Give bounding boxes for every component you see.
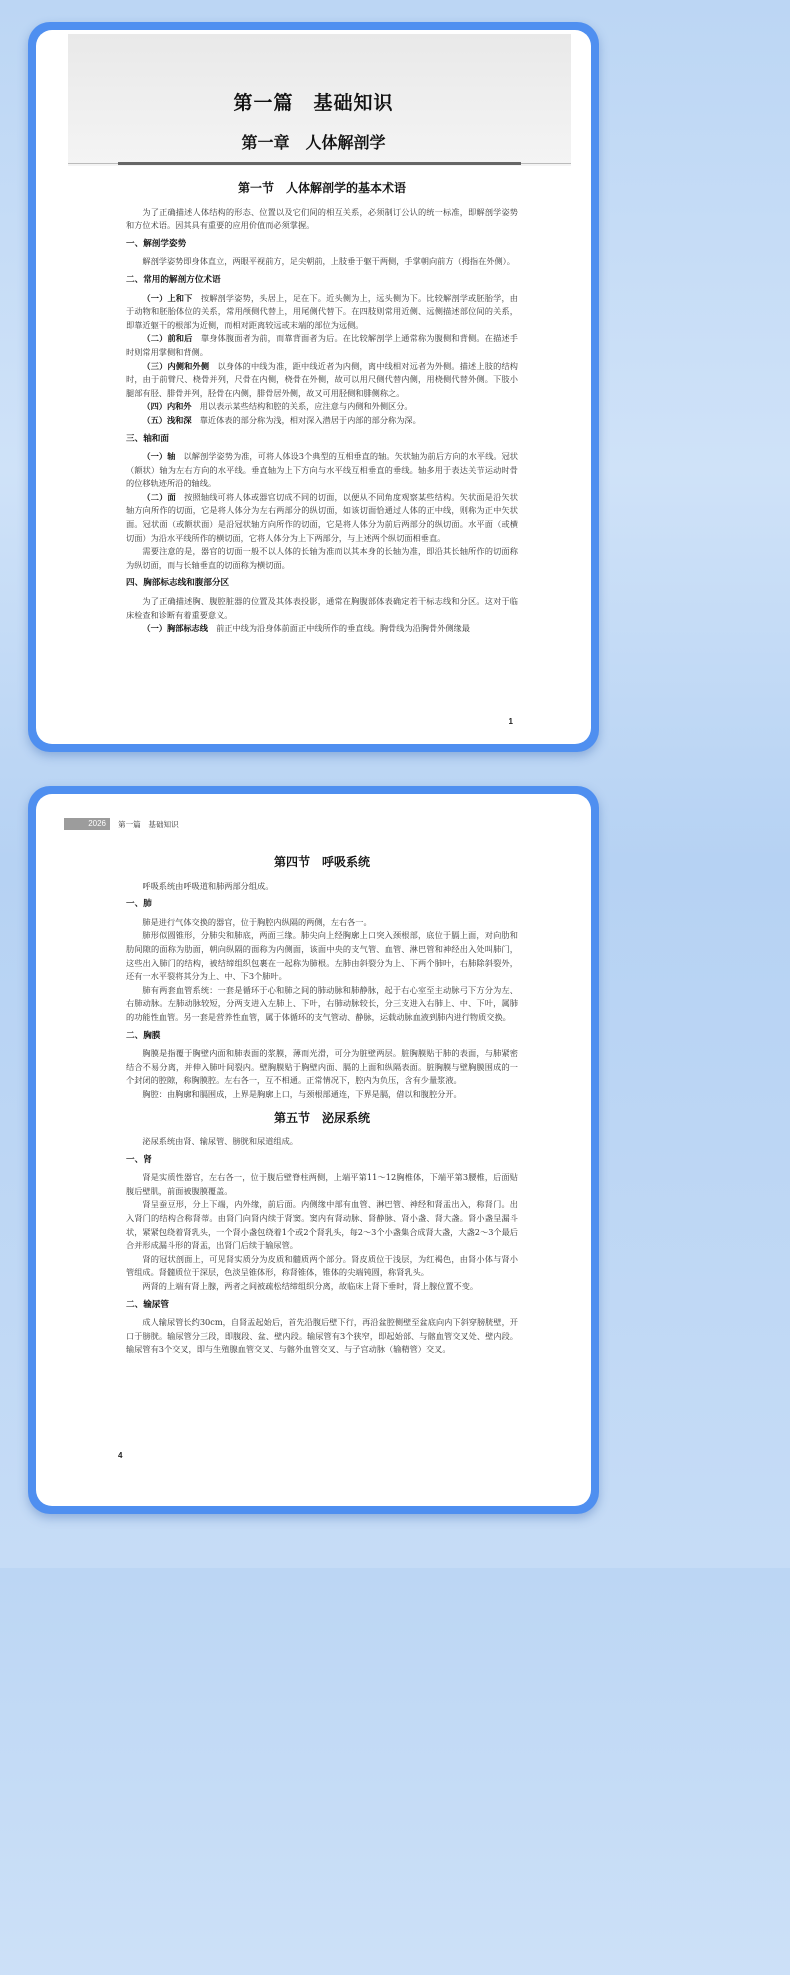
paragraph-text: 以身体的中线为准，距中线近者为内侧，离中线相对远者为外侧。描述上肢的结构时，由于前臂尺、桡骨并列，尺骨在内侧，桡骨在外侧，故可以用尺侧代替内侧，用桡侧代替外侧。下肢小腿部有胫、腓骨并列，胫骨在内侧，腓骨居外侧，故又可用胫侧和腓侧称之。: [126, 360, 518, 398]
page-1-blocks: [126, 206, 518, 636]
paragraph-text: 肾是实质性器官，左右各一，位于腹后壁脊柱两侧，上端平第11～12胸椎体，下端平第3腰椎，后面贴腹后壁肌，前面被腹膜覆盖。: [126, 1172, 518, 1196]
section-title-respiratory: 第四节 呼吸系统: [273, 855, 370, 869]
paragraph-lead: （三）内侧和外侧: [142, 360, 210, 371]
paragraph-text: 胸膜是指覆于胸壁内面和肺表面的浆膜，薄而光滑，可分为脏壁两层。脏胸膜贴于肺的表面，与肺紧密结合不易分离，并伸入肺叶间裂内。壁胸膜贴于胸壁内面、膈的上面和纵隔表面。脏胸膜与壁胸膜围成的一个封闭的腔隙，称胸膜腔。左右各一，互不相通。正常情况下，腔内为负压，含有少量浆液。: [126, 1048, 518, 1086]
divider-right: [521, 163, 571, 164]
paragraph: [126, 414, 518, 428]
paragraph: [126, 1171, 518, 1198]
document-page-4: [36, 794, 591, 1506]
paragraph: [126, 255, 518, 269]
paragraph: [126, 491, 518, 545]
paragraph-text: 胸腔：由胸廓和膈围成，上界是胸廓上口，与颈根部通连，下界是膈，借以和腹腔分开。: [142, 1088, 462, 1099]
paragraph-text: 靠近体表的部分称为浅，相对深入潜居于内部的部分称为深。: [191, 414, 421, 425]
paragraph: [126, 595, 518, 622]
running-title: 第一篇 基础知识: [118, 819, 179, 829]
subheading: 一、解剖学姿势: [126, 238, 187, 249]
paragraph-text: 解剖学姿势即身体直立，两眼平视前方，足尖朝前，上肢垂于躯干两侧，手掌朝向前方（拇指在外侧）。: [142, 256, 515, 267]
section-title: 第一节 人体解剖学的基本术语: [237, 181, 406, 195]
page-frame-1: [28, 22, 599, 752]
paragraph-text: 肾的冠状剖面上，可见肾实质分为皮质和髓质两个部分。肾皮质位于浅层，为红褐色，由肾小体与肾小管组成。肾髓质位于深层，色淡呈锥体形，称肾锥体，锥体的尖端钝圆，称肾乳头。: [126, 1253, 518, 1278]
paragraph-text: 肺有两套血管系统：一套是循环于心和肺之间的肺动脉和肺静脉，起于右心室至主动脉弓下方分为左、右肺动脉。左肺动脉较短，分两支进入左肺上、下叶，右肺动脉较长，分三支进入右肺上、中、下叶，属肺的功能性血管。另一套是营养性血管，属于体循环的支气管动、静脉，运载动脉血液到肺内进行物质交换。: [126, 984, 518, 1022]
paragraph-text: 需要注意的是，器官的切面一般不以人体的长轴为准而以其本身的长轴为准，即沿其长轴所作的切面称为纵切面，而与长轴垂直的切面称为横切面。: [126, 546, 518, 570]
paragraph-text: 肺形似圆锥形，分肺尖和肺底，两面三缘。肺尖向上经胸廓上口突入颈根部，底位于膈上面，对向肋和肋间隙的面称为肋面，朝向纵隔的面称为内侧面，该面中央的支气管、血管、淋巴管和神经出入处叫肺门，这些出入肺门的结构，被结缔组织包裹在一起称为肺根。左肺由斜裂分为上、下两个肺叶，右肺除斜裂外，还有一水平裂将其分为上、中、下3个肺叶。: [126, 930, 518, 982]
paragraph: [126, 929, 518, 983]
page-number: 1: [508, 717, 513, 726]
paragraph: [126, 1316, 518, 1357]
paragraph: [126, 360, 518, 401]
chapter-title: 第一章 人体解剖学: [241, 133, 386, 152]
page-4-content: [126, 852, 518, 1357]
paragraph: [126, 622, 518, 636]
subheading: 二、常用的解剖方位术语: [126, 274, 221, 285]
paragraph: [126, 1198, 518, 1252]
page-number: 4: [118, 1451, 123, 1460]
paragraph: [126, 450, 518, 491]
subheading: 一、肺: [126, 899, 152, 910]
paragraph: [126, 1280, 518, 1294]
paragraph: [126, 206, 518, 233]
page-1-content: [126, 178, 518, 636]
paragraph-text: 用以表示某些结构和腔的关系，应注意与内侧和外侧区分。: [191, 401, 413, 412]
paragraph-text: 以解剖学姿势为准，可将人体设3个典型的互相垂直的轴。矢状轴为前后方向的水平线。冠状（额状）轴为左右方向的水平线。垂直轴为上下方向与水平线互相垂直的垂线。轴多用于表达关节运动时骨的位移轨迹所沿的轴线。: [126, 451, 518, 489]
paragraph-text: 前正中线为沿身体前面正中线所作的垂直线。胸骨线为沿胸骨外侧缘最: [207, 623, 470, 634]
section-title-urinary: 第五节 泌尿系统: [273, 1110, 370, 1125]
subheading: 二、输尿管: [126, 1299, 169, 1310]
urinary-blocks: [126, 1135, 518, 1357]
paragraph: [126, 400, 518, 414]
paragraph: [126, 1135, 518, 1149]
paragraph-text: 按解剖学姿势，头居上，足在下。近头侧为上，远头侧为下。比较解剖学或胚胎学，由于动物和胚胎体位的关系，常用颅侧代替上，用尾侧代替下。在四肢则常用近侧、远侧描述部位间的关系，即靠近躯干的根部为近侧，而相对距离较远或末端的部位为远侧。: [126, 292, 518, 330]
paragraph-text: 肺是进行气体交换的器官，位于胸腔内纵隔的两侧，左右各一。: [142, 916, 372, 927]
paragraph-text: 靠身体腹面者为前，而靠背面者为后。在比较解剖学上通常称为腹侧和背侧。在描述手时则常用掌侧和背侧。: [126, 333, 518, 357]
running-year: 2026: [64, 818, 110, 830]
page-frame-2: [28, 786, 599, 1514]
paragraph: [126, 332, 518, 359]
paragraph-lead: （二）前和后: [142, 333, 193, 344]
paragraph-lead: （四）内和外: [142, 401, 192, 412]
paragraph-lead: （五）浅和深: [142, 414, 192, 425]
paragraph: [126, 1047, 518, 1088]
divider-left: [68, 163, 118, 164]
paragraph: [126, 984, 518, 1025]
paragraph-text: 肾呈蚕豆形，分上下端，内外缘，前后面。内侧缘中部有血管、淋巴管、神经和肾盂出入，称肾门。出入肾门的结构合称肾蒂。由肾门向肾内续于肾窦。窦内有肾动脉、肾静脉、肾小盏、肾大盏。肾小盏呈漏斗状，紧紧包绕着肾乳头，一个肾小盏包绕着1个或2个肾乳头，每2～3个小盏集合成肾大盏，大盏2～3个最后合并形成漏斗形的肾盂，出肾门后续于输尿管。: [126, 1199, 518, 1251]
running-header: [64, 817, 179, 831]
paragraph-text: 两肾的上端有肾上腺，两者之间被疏松结缔组织分离，故临床上肾下垂时，肾上腺位置不变。: [142, 1281, 479, 1292]
paragraph: [126, 545, 518, 572]
paragraph-lead: （一）胸部标志线: [142, 623, 208, 634]
subheading: 三、轴和面: [126, 433, 169, 444]
paragraph-text: 为了正确描述人体结构的形态、位置以及它们间的相互关系，必须制订公认的统一标准，即解剖学姿势和方位术语。因其具有重要的应用价值而必须掌握。: [126, 206, 518, 231]
paragraph-text: 按照轴线可将人体或器官切成不同的切面，以便从不同角度观察某些结构。矢状面是沿矢状轴方向所作的切面，它是将人体分为左右两部分的纵切面，如该切面恰通过人体的正中线，则称为正中矢状面。冠状面（或额状面）是沿冠状轴方向所作的切面，它是将人体分为前后两部分的纵切面。水平面（或横切面）为沿水平线所作的横切面，它将人体分为上下两部分，与上述两个纵切面相垂直。: [126, 491, 518, 543]
paragraph: [126, 292, 518, 333]
paragraph-text: 泌尿系统由肾、输尿管、膀胱和尿道组成。: [142, 1136, 298, 1147]
paragraph: [126, 880, 518, 894]
respiratory-blocks: [126, 880, 518, 1102]
paragraph: [126, 916, 518, 930]
paragraph-lead: （二）面: [142, 491, 176, 502]
paragraph: [126, 1253, 518, 1280]
part-title: 第一篇 基础知识: [233, 92, 394, 114]
subheading: 四、胸部标志线和腹部分区: [126, 578, 230, 589]
paragraph-text: 成人输尿管长约30cm，自肾盂起始后，首先沿腹后壁下行，再沿盆腔侧壁至盆底向内下斜穿膀胱壁，开口于膀胱。输尿管分三段，即腹段、盆、壁内段。输尿管有3个狭窄，即起始部、与髂血管交叉处、壁内段。输尿管有3个交叉，即与生殖腺血管交叉、与髂外血管交叉、与子宫动脉（输精管）交叉。: [126, 1317, 518, 1355]
subheading: 二、胸膜: [126, 1030, 161, 1041]
paragraph: [126, 1088, 518, 1102]
chapter-divider: [118, 162, 521, 165]
subheading: 一、肾: [126, 1154, 152, 1165]
paragraph-lead: （一）轴: [142, 451, 176, 462]
paragraph-text: 呼吸系统由呼吸道和肺两部分组成。: [142, 880, 274, 891]
document-page-1: [36, 30, 591, 744]
paragraph-text: 为了正确描述胸、腹腔脏器的位置及其体表投影，通常在胸腹部体表确定若干标志线和分区。这对于临床检查和诊断有着重要意义。: [126, 596, 518, 620]
paragraph-lead: （一）上和下: [142, 292, 193, 303]
